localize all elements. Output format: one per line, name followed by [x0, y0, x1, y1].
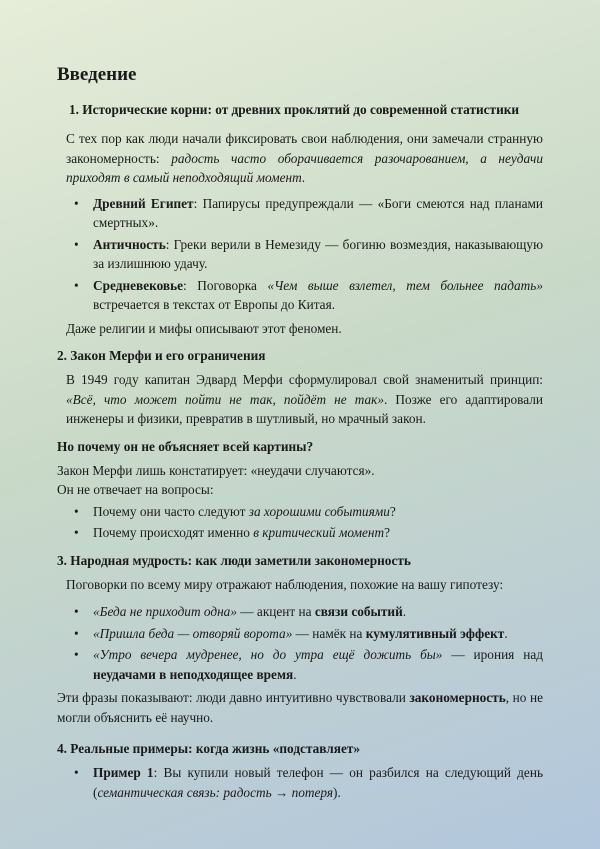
list-item-egypt: [74, 194, 543, 233]
list-item-text: Почему они часто следуют: [93, 503, 249, 519]
list-item-tail: ?: [384, 525, 391, 540]
s2-italic: «Всё, что может пойти не так, пойдёт не так»: [66, 391, 384, 407]
section-3-list: [57, 602, 543, 684]
s1-p1-text: С тех пор как люди начали фиксировать свои наблюдения, они замечали странную закономерность:: [66, 131, 543, 166]
list-item-tail: .: [293, 666, 297, 682]
list-item-text: — акцент на: [236, 604, 315, 619]
list-item-text-tail: встречается в текстах от Европы до Китая.: [93, 297, 336, 312]
s3-outro-text: Эти фразы показывают: люди давно интуитивно чувствовали: [57, 690, 410, 705]
section-1-paragraph: [66, 129, 543, 188]
section-4-list: [57, 763, 543, 802]
s2b-line-2: Он не отвечает на вопросы:: [57, 482, 214, 497]
list-item-bold: Древний Египет: [93, 195, 194, 211]
list-item-tail: ?: [389, 503, 396, 519]
list-item-bold: неудачами в неподходящее время: [93, 666, 294, 682]
s2-text-tail: . Позже его адаптировали инженеры и физики, превратив в шутливый, но мрачный закон.: [66, 391, 543, 426]
list-item-bold: связи событий: [314, 604, 403, 619]
section-4-heading: 4. Реальные примеры: когда жизнь «подставляет»: [57, 741, 361, 756]
list-item-text: — ирония над: [442, 647, 543, 662]
s2b-line-1: Закон Мерфи лишь констатирует: «неудачи случаются».: [57, 462, 375, 478]
list-item-text: — намёк на: [292, 625, 366, 641]
s1-p1-italic: радость часто оборачивается разочарованием, а неудачи приходят в самый неподходящий момент: [66, 150, 543, 185]
s2-text: В 1949 году капитан Эдвард Мерфи сформулировал свой знаменитый принцип:: [66, 372, 543, 387]
list-item-tail: .: [504, 625, 508, 641]
s1-p1-end: .: [301, 170, 306, 185]
list-item: [74, 523, 543, 543]
section-1-list: [57, 194, 543, 315]
list-item-bold: Античность: [93, 236, 166, 252]
list-item-bold: Пример 1: [93, 765, 154, 780]
list-item: [74, 602, 543, 622]
list-item: [74, 624, 543, 644]
section-2b-heading: Но почему он не объясняет всей картины?: [57, 438, 314, 454]
list-item: [74, 645, 543, 684]
list-item-italic: семантическая связь: радость → потеря: [97, 784, 334, 800]
document-title: Введение: [57, 64, 137, 85]
section-3-intro: Поговорки по всему миру отражают наблюдения, похожие на вашу гипотезу:: [66, 576, 504, 592]
list-item-italic: «Пришла беда — отворяй ворота»: [93, 625, 293, 641]
list-item-bold: кумулятивный эффект: [365, 625, 505, 641]
list-item-antiquity: [74, 235, 543, 274]
list-item-italic: «Чем выше взлетел, тем больнее падать»: [267, 277, 543, 293]
list-item-italic: за хорошими событиями: [248, 503, 390, 519]
list-item-text: : Вы купили новый телефон — он разбился на следующий день (: [93, 765, 544, 800]
section-3-outro: [57, 688, 543, 727]
list-item-text: : Папирусы предупреждали — «Боги смеются над планами смертных».: [93, 195, 543, 230]
list-item-bold: Средневековье: [93, 277, 184, 293]
s3-outro-tail: , но не могли объяснить её научно.: [57, 690, 543, 725]
list-item-italic: «Беда не приходит одна»: [93, 604, 237, 619]
section-1-heading: 1. Исторические корни: от древних проклятий до современной статистики: [69, 102, 520, 117]
section-2-heading: 2. Закон Мерфи и его ограничения: [57, 348, 266, 363]
s3-outro-bold: закономерность: [409, 690, 506, 705]
list-item: [74, 502, 543, 522]
section-2b-list: [57, 502, 543, 543]
list-item-text: Почему происходят именно: [93, 525, 254, 540]
list-item-tail: .: [402, 604, 407, 619]
list-item-italic: «Утро вечера мудренее, но до утра ещё дожить бы»: [93, 647, 443, 662]
section-1-closing: Даже религии и мифы описывают этот феномен.: [66, 320, 342, 336]
list-item-text: : Поговорка: [183, 277, 268, 293]
list-item-italic: в критический момент: [253, 525, 385, 540]
section-2-paragraph: [66, 370, 543, 429]
list-item-text: : Греки верили в Немезиду — богиню возмездия, наказывающую за излишнюю удачу.: [93, 236, 543, 271]
list-item-tail: ).: [333, 784, 341, 800]
list-item-example-1: [74, 763, 543, 802]
list-item-middle-ages: [74, 276, 543, 315]
section-3-heading: 3. Народная мудрость: как люди заметили закономерность: [57, 552, 411, 568]
